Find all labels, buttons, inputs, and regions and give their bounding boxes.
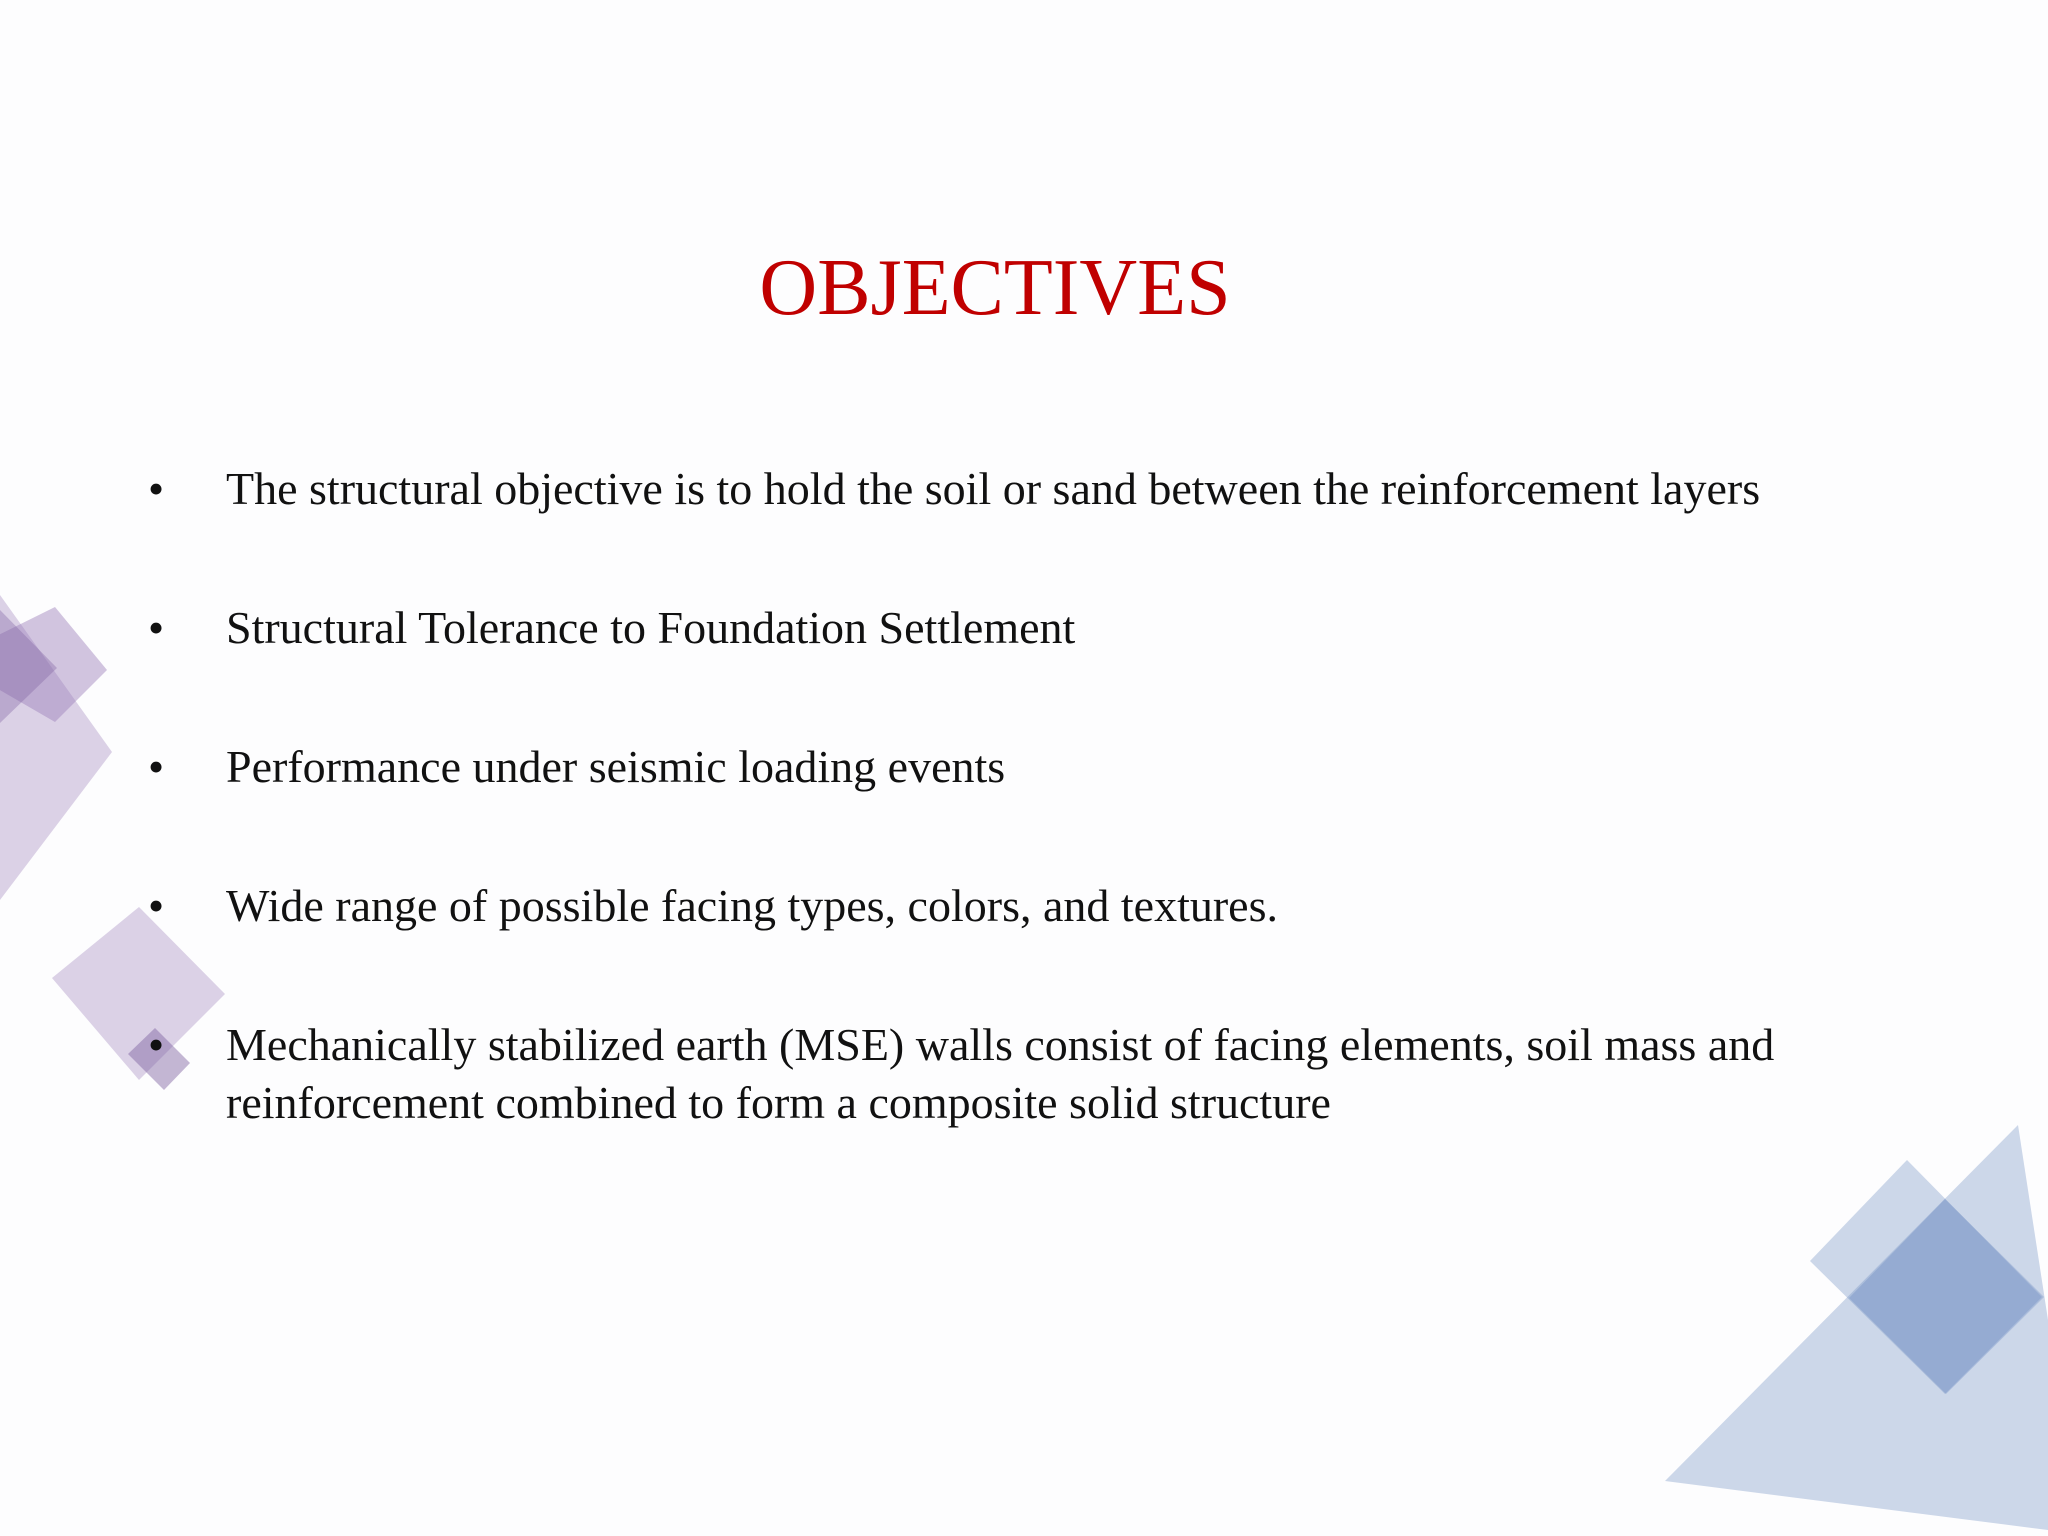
bullet-marker: • — [148, 741, 165, 792]
bullet-marker: • — [148, 463, 165, 514]
bullet-text: Wide range of possible facing types, colors, and textures. — [226, 880, 1279, 931]
list-item — [140, 738, 1920, 796]
bullet-marker: • — [148, 1019, 165, 1070]
list-item — [140, 877, 1920, 935]
bullet-text: Structural Tolerance to Foundation Settlement — [226, 602, 1076, 653]
bullet-marker: • — [148, 880, 165, 931]
list-item — [140, 460, 1920, 518]
bullet-marker: • — [148, 602, 165, 653]
slide-title: OBJECTIVES — [759, 244, 1231, 332]
list-item — [140, 1016, 1920, 1132]
list-item — [140, 599, 1920, 657]
bullet-text: Performance under seismic loading events — [226, 741, 1006, 792]
bullet-text: The structural objective is to hold the soil or sand between the reinforcement layers — [226, 463, 1761, 514]
bullet-text: Mechanically stabilized earth (MSE) walls consist of facing elements, soil mass and reinforcement combined to form a composite solid structure — [226, 1019, 1775, 1128]
